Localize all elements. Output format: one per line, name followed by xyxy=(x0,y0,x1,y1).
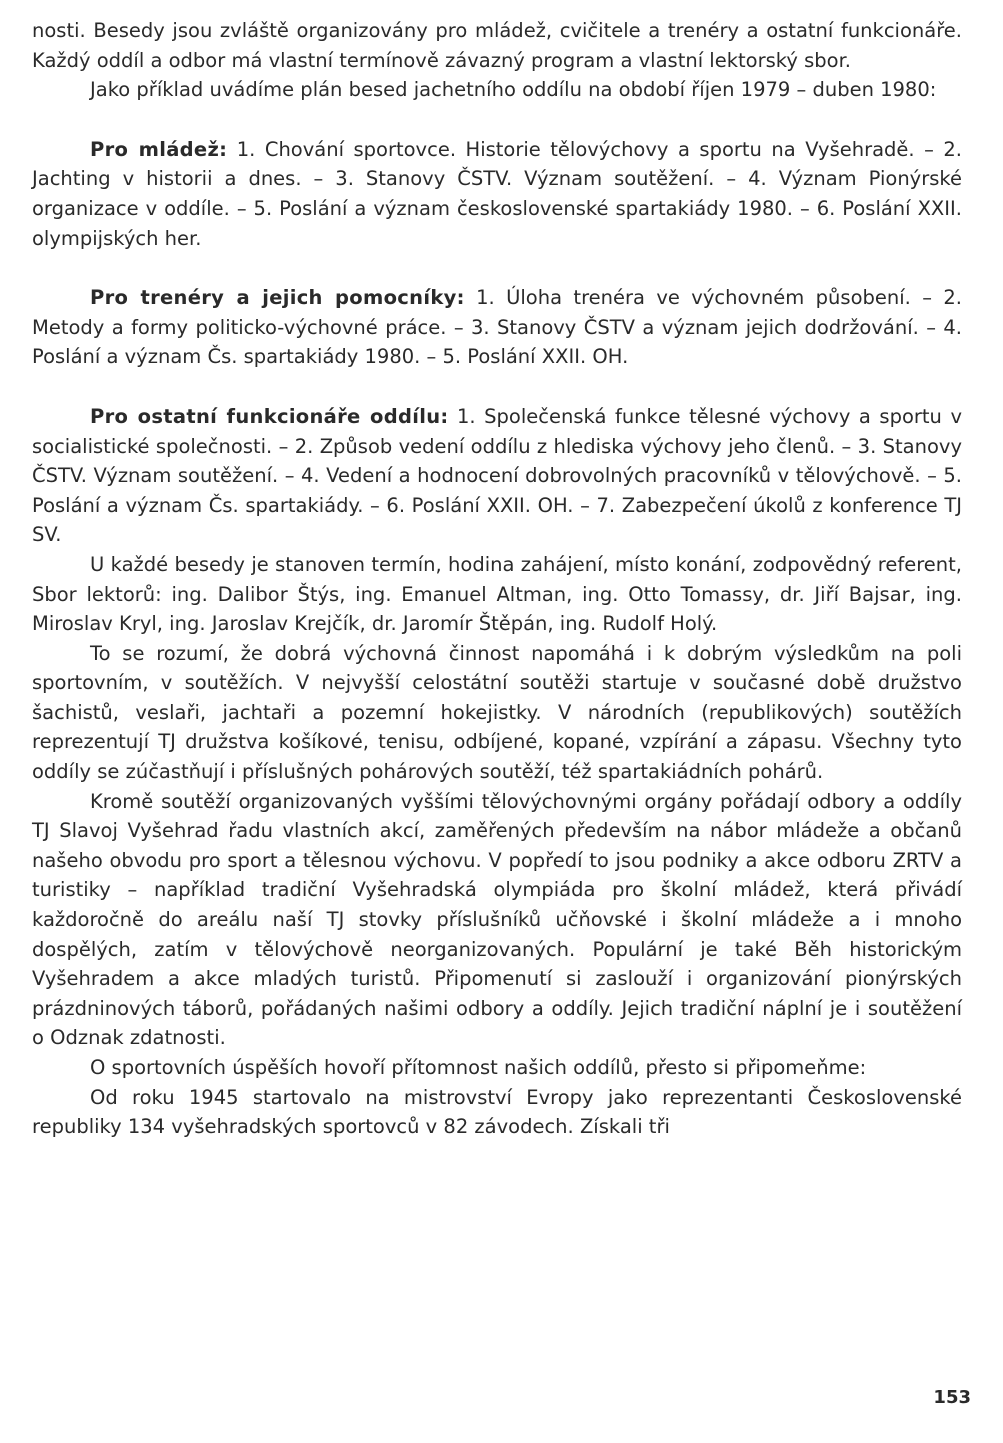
officials-plan-text: 1. Společenská funkce tělesné výchovy a sportu v socialistické společnosti. – 2. Způsob vedení oddílu z hlediska výchovy jeho členů. – 3. Stanovy ČSTV. Význam soutěžení. – 4. Vedení a hodnocení dobrovolných pracovníků v tělovýchově. – 5. Poslání a význam Čs. spartakiády. – 6. Poslání XXII. OH. – 7. Zabezpečení úkolů z konference TJ SV. xyxy=(32,404,962,547)
paragraph-sport-success: O sportovních úspěších hovoří přítomnost našich oddílů, přesto si připomeňme: xyxy=(90,1056,867,1079)
page-body xyxy=(32,16,962,1142)
paragraph-competitions: To se rozumí, že dobrá výchovná činnost napomáhá i k dobrým výsledkům na poli sportovním, v soutěžích. V nejvyšší celostátní soutěži startuje v současné době družstvo šachistů, veslaři, jachtaři a pozemní hokejistky. V národních (republikových) soutěžích reprezentují TJ družstva košíkové, tenisu, odbíjené, kopané, vzpírání a zápasu. Všechny tyto oddíly se zúčastňují i příslušných pohárových soutěží, též spartakiádních pohárů. xyxy=(32,641,962,784)
paragraph-youth-plan xyxy=(32,135,962,253)
coaches-plan-text: 1. Úloha trenéra ve výchovném působení. – 2. Metody a formy politicko-výchovné práce. – 3. Stanovy ČSTV a význam jejich dodržování. – 4. Poslání a význam Čs. spartakiády 1980. – 5. Poslání XXII. OH. xyxy=(32,286,962,369)
lead-heading-coaches: Pro trenéry a jejich pomocníky: xyxy=(90,286,465,310)
paragraph-european-championships: Od roku 1945 startovalo na mistrovství Evropy jako reprezentanti Československé republiky 134 vyšehradských sportovců v 82 závodech. Získali tři xyxy=(32,1085,962,1139)
paragraph-officials-plan xyxy=(32,402,962,550)
youth-plan-text: 1. Chování sportovce. Historie tělovýchovy a sportu na Vyšehradě. – 2. Jachting v historii a dnes. – 3. Stanovy ČSTV. Význam soutěžení. – 4. Význam Pionýrské organizace v oddíle. – 5. Poslání a význam československé spartakiády 1980. – 6. Poslání XXII. olympijských her. xyxy=(32,137,962,250)
paragraph-own-events: Kromě soutěží organizovaných vyššími tělovýchovnými orgány pořádají odbory a oddíly TJ Slavoj Vyšehrad řadu vlastních akcí, zaměřených především na nábor mládeže a občanů našeho obvodu pro sport a tělesnou výchovu. V popředí to jsou podniky a akce odboru ZRTV a turistiky – například tradiční Vyšehradská olympiáda pro školní mládež, která přivádí každoročně do areálu naší TJ stovky příslušníků učňovské i školní mládeže a i mnoho dospělých, zatím v tělovýchově neorganizovaných. Populární je také Běh historickým Vyšehradem a akce mladých turistů. Připomenutí si zaslouží i organizování pionýrských prázdninových táborů, pořádaných našimi odbory a oddíly. Jejich tradiční náplní je i soutěžení o Odznak zdatnosti. xyxy=(32,789,962,1050)
paragraph-coaches-plan xyxy=(32,283,962,372)
lead-heading-officials: Pro ostatní funkcionáře oddílu: xyxy=(90,404,449,428)
paragraph-lecturers: U každé besedy je stanoven termín, hodina zahájení, místo konání, zodpovědný referent, Sbor lektorů: ing. Dalibor Štýs, ing. Emanuel Altman, ing. Otto Tomassy, dr. Jiří Bajsar, ing. Miroslav Kryl, ing. Jaroslav Krejčík, dr. Jaromír Štěpán, ing. Rudolf Holý. xyxy=(32,552,962,636)
page-number: 153 xyxy=(933,1387,971,1408)
paragraph-continuation: nosti. Besedy jsou zvláště organizovány pro mládež, cvičitele a trenéry a ostatní funkcionáře. Každý oddíl a odbor má vlastní termínově závazný program a vlastní lektorský sbor. xyxy=(32,19,962,72)
lead-heading-youth: Pro mládež: xyxy=(90,137,228,161)
paragraph-example-intro: Jako příklad uvádíme plán besed jachetního oddílu na období říjen 1979 – duben 1980: xyxy=(90,78,937,102)
